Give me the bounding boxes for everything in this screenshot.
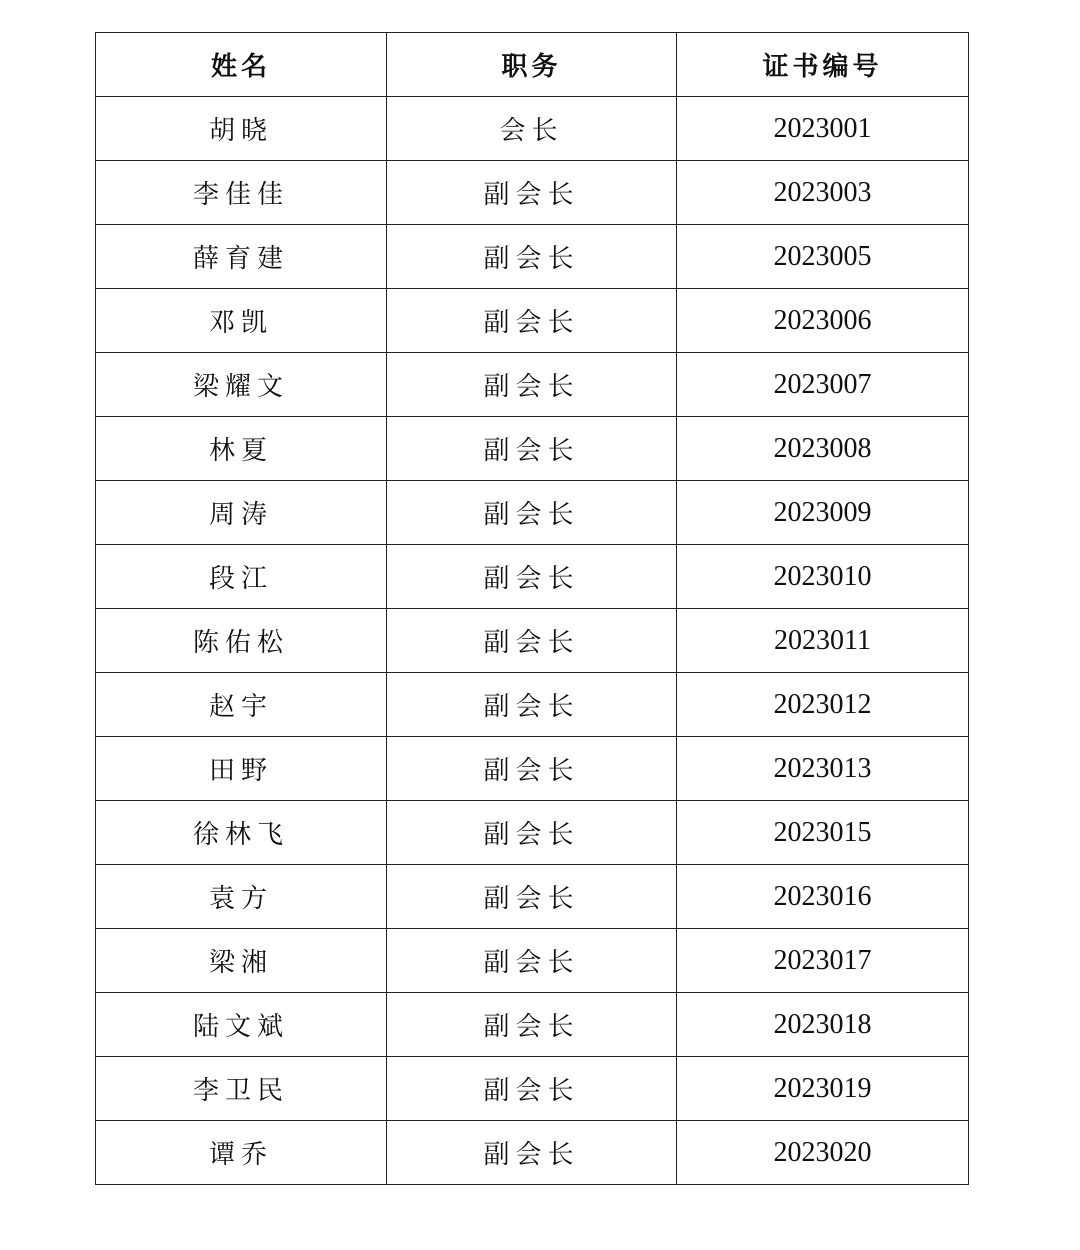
member-table <box>95 32 969 1185</box>
table-row <box>96 481 969 545</box>
position-cell: 副会长 <box>387 289 677 353</box>
name-cell: 李卫民 <box>96 1057 387 1121</box>
table-row <box>96 1121 969 1185</box>
table-row <box>96 801 969 865</box>
table-row <box>96 865 969 929</box>
name-cell: 赵宇 <box>96 673 387 737</box>
table-row <box>96 161 969 225</box>
cert-number-cell: 2023013 <box>677 737 969 801</box>
position-cell: 副会长 <box>387 993 677 1057</box>
table-row <box>96 545 969 609</box>
position-cell: 副会长 <box>387 225 677 289</box>
table-row <box>96 993 969 1057</box>
cert-number-cell: 2023006 <box>677 289 969 353</box>
cert-number-cell: 2023019 <box>677 1057 969 1121</box>
header-name: 姓名 <box>96 33 387 97</box>
cert-number-cell: 2023001 <box>677 97 969 161</box>
table-row <box>96 673 969 737</box>
cert-number-cell: 2023008 <box>677 417 969 481</box>
name-cell: 田野 <box>96 737 387 801</box>
position-cell: 副会长 <box>387 609 677 673</box>
position-cell: 副会长 <box>387 481 677 545</box>
cert-number-cell: 2023007 <box>677 353 969 417</box>
header-position: 职务 <box>387 33 677 97</box>
table-row <box>96 1057 969 1121</box>
position-cell: 副会长 <box>387 417 677 481</box>
name-cell: 梁耀文 <box>96 353 387 417</box>
name-cell: 薛育建 <box>96 225 387 289</box>
position-cell: 副会长 <box>387 353 677 417</box>
cert-number-cell: 2023003 <box>677 161 969 225</box>
name-cell: 邓凯 <box>96 289 387 353</box>
cert-number-cell: 2023015 <box>677 801 969 865</box>
header-row <box>96 33 969 97</box>
cert-number-cell: 2023005 <box>677 225 969 289</box>
cert-number-cell: 2023012 <box>677 673 969 737</box>
name-cell: 袁方 <box>96 865 387 929</box>
position-cell: 副会长 <box>387 737 677 801</box>
position-cell: 副会长 <box>387 1121 677 1185</box>
name-cell: 段江 <box>96 545 387 609</box>
name-cell: 胡晓 <box>96 97 387 161</box>
position-cell: 副会长 <box>387 673 677 737</box>
position-cell: 副会长 <box>387 161 677 225</box>
table-row <box>96 929 969 993</box>
name-cell: 李佳佳 <box>96 161 387 225</box>
cert-number-cell: 2023011 <box>677 609 969 673</box>
table-body <box>96 97 969 1185</box>
position-cell: 副会长 <box>387 545 677 609</box>
cert-number-cell: 2023009 <box>677 481 969 545</box>
cert-number-cell: 2023017 <box>677 929 969 993</box>
table-row <box>96 737 969 801</box>
position-cell: 会长 <box>387 97 677 161</box>
table-row <box>96 417 969 481</box>
name-cell: 陈佑松 <box>96 609 387 673</box>
name-cell: 陆文斌 <box>96 993 387 1057</box>
header-cert-number: 证书编号 <box>677 33 969 97</box>
name-cell: 徐林飞 <box>96 801 387 865</box>
cert-number-cell: 2023018 <box>677 993 969 1057</box>
table-header <box>96 33 969 97</box>
table-row <box>96 353 969 417</box>
name-cell: 谭乔 <box>96 1121 387 1185</box>
table-row <box>96 97 969 161</box>
table-row <box>96 289 969 353</box>
cert-number-cell: 2023010 <box>677 545 969 609</box>
name-cell: 周涛 <box>96 481 387 545</box>
name-cell: 梁湘 <box>96 929 387 993</box>
table-row <box>96 225 969 289</box>
position-cell: 副会长 <box>387 865 677 929</box>
position-cell: 副会长 <box>387 1057 677 1121</box>
position-cell: 副会长 <box>387 929 677 993</box>
position-cell: 副会长 <box>387 801 677 865</box>
cert-number-cell: 2023016 <box>677 865 969 929</box>
cert-number-cell: 2023020 <box>677 1121 969 1185</box>
name-cell: 林夏 <box>96 417 387 481</box>
table-row <box>96 609 969 673</box>
